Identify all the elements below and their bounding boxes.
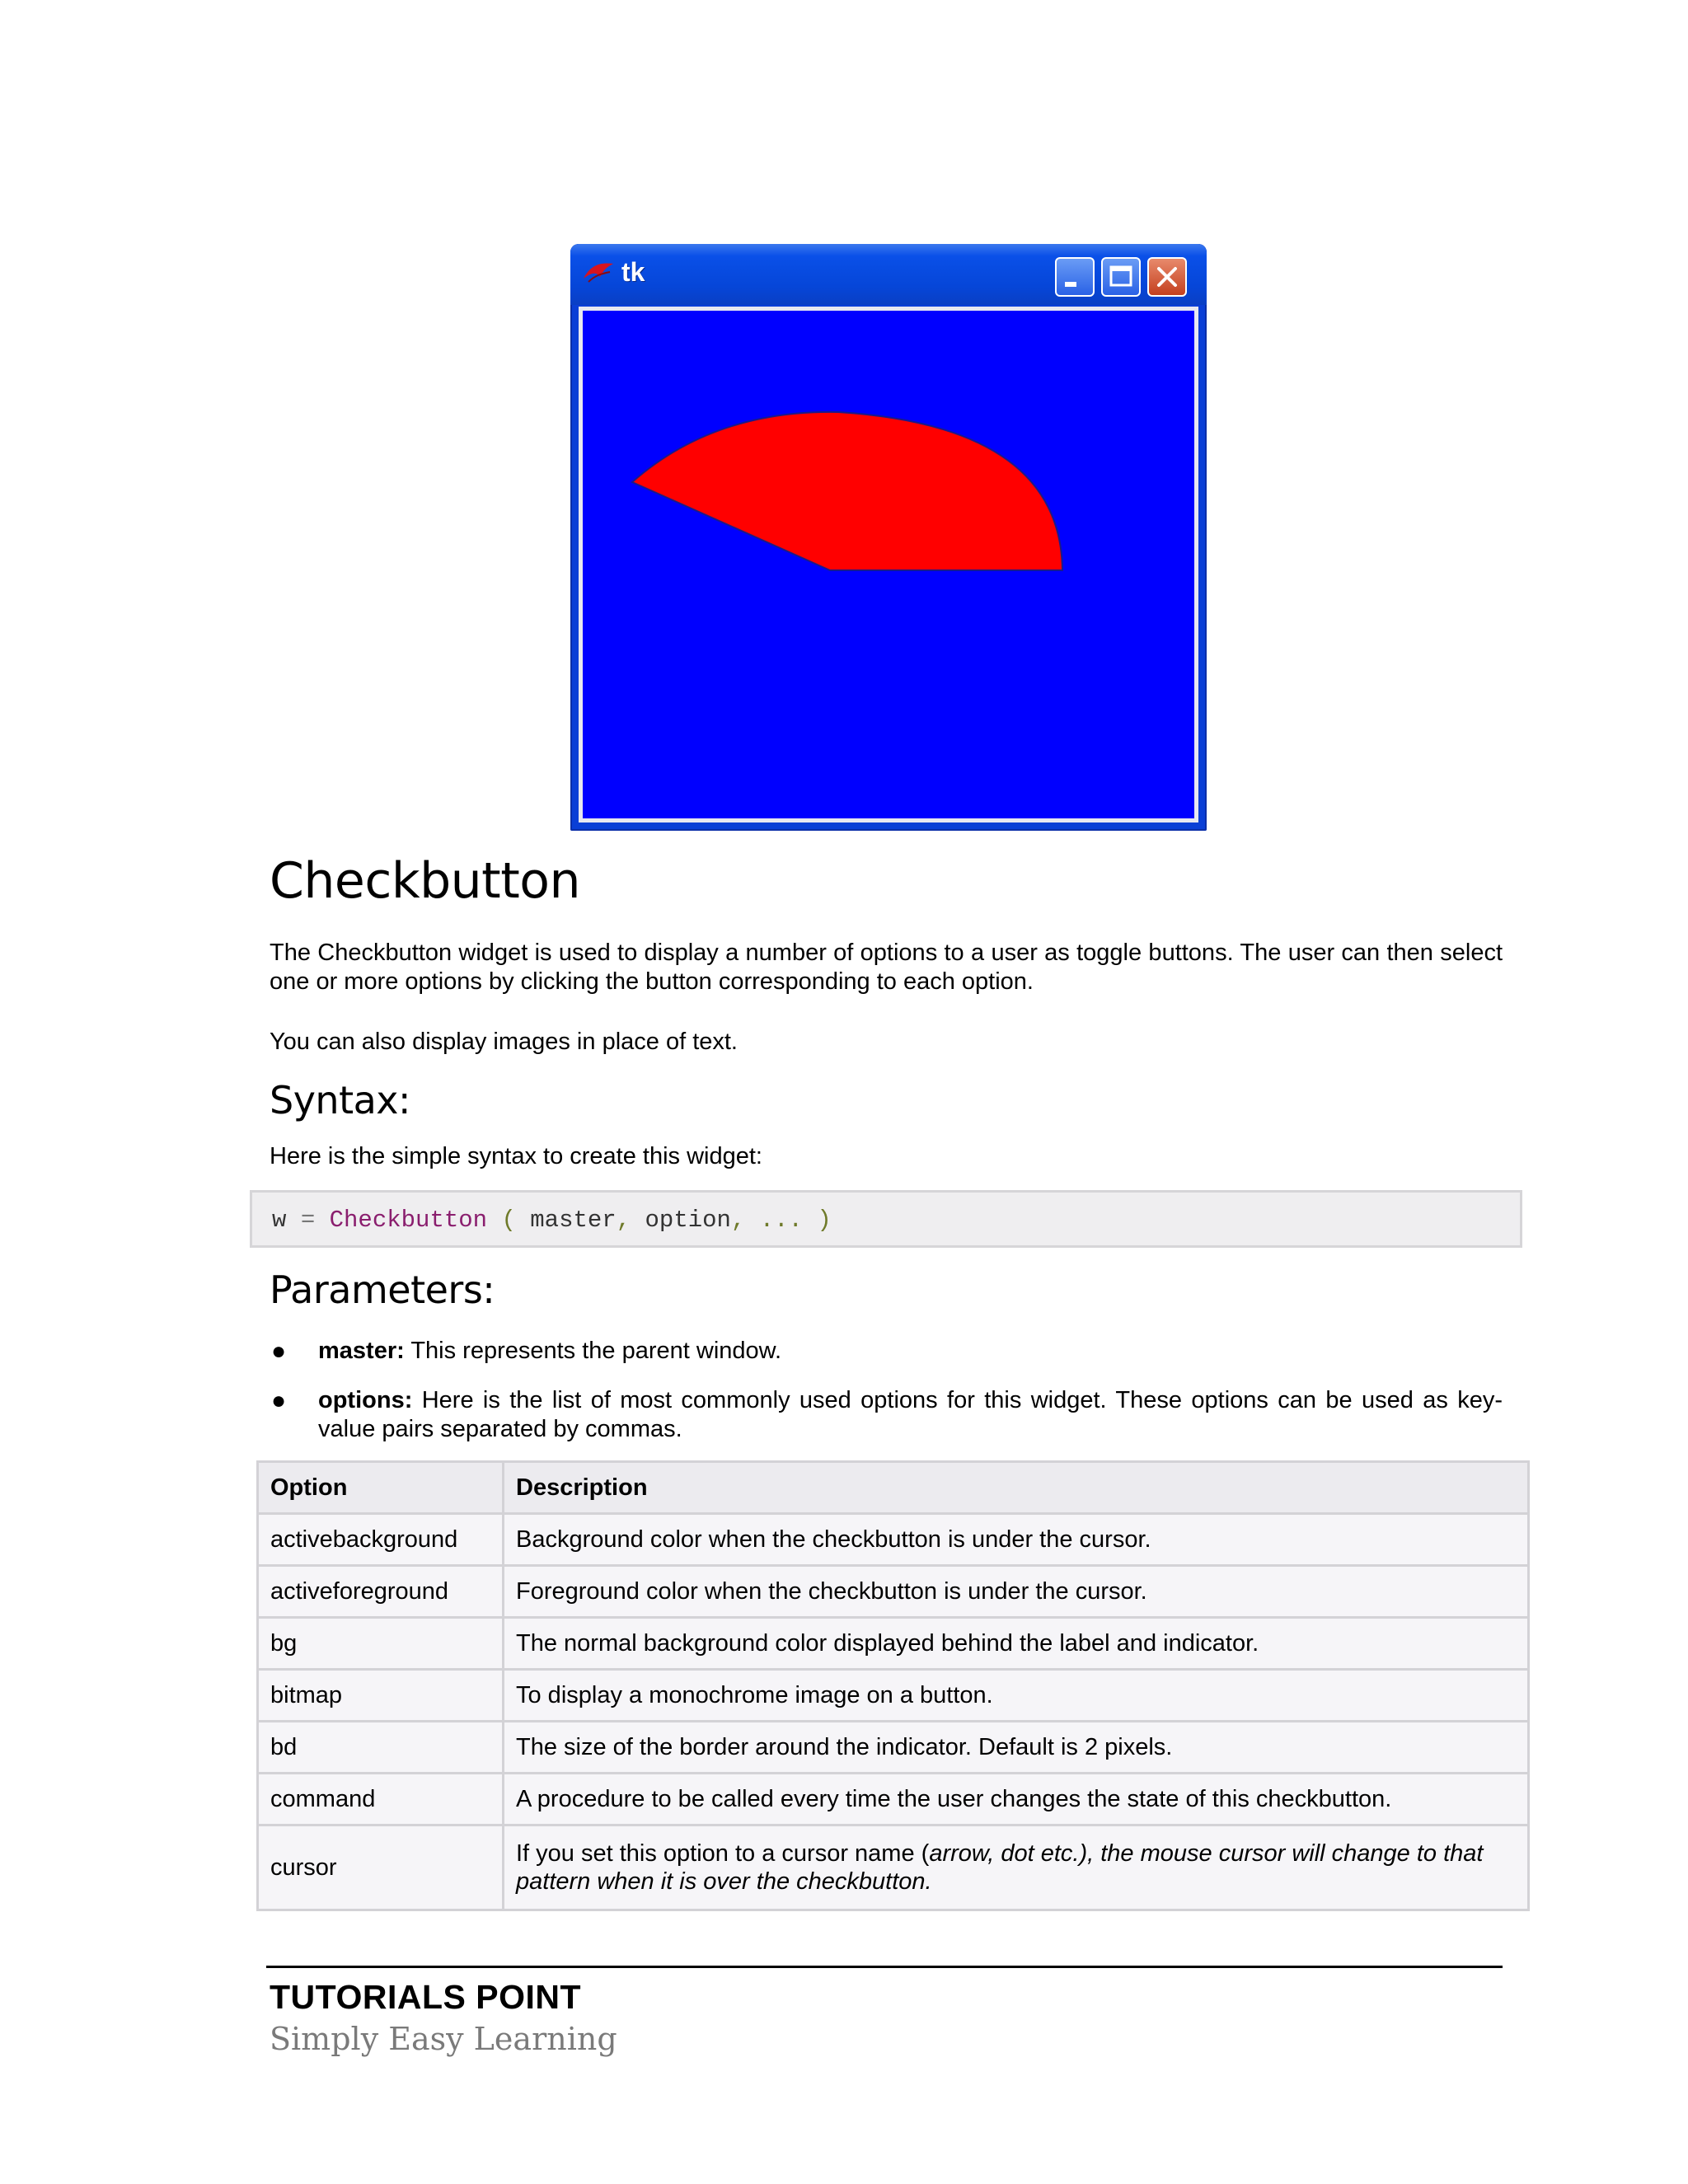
tk-canvas bbox=[583, 311, 1194, 818]
option-description-plain: If you set this option to a cursor name ( bbox=[516, 1840, 930, 1867]
intro-paragraph: The Checkbutton widget is used to display a number of options to a user as toggle buttons. The user can then select one or more options by clicking the button corresponding to each option. bbox=[270, 940, 1503, 995]
option-description bbox=[504, 1825, 1529, 1910]
close-button[interactable] bbox=[1147, 257, 1187, 297]
option-name: activebackground bbox=[258, 1514, 504, 1566]
tk-feather-icon bbox=[582, 260, 615, 285]
option-name: bitmap bbox=[258, 1670, 504, 1722]
table-row bbox=[258, 1825, 1529, 1910]
option-description: To display a monochrome image on a button. bbox=[504, 1670, 1529, 1722]
minimize-icon bbox=[1057, 259, 1093, 295]
param-term: master: bbox=[318, 1338, 405, 1364]
code-class-name: Checkbutton bbox=[329, 1207, 488, 1234]
option-description: A procedure to be called every time the user changes the state of this checkbutton. bbox=[504, 1774, 1529, 1825]
footer-tagline: Simply Easy Learning bbox=[270, 2021, 617, 2057]
option-description: Foreground color when the checkbutton is under the cursor. bbox=[504, 1566, 1529, 1618]
intro-paragraph-2: You can also display images in place of text. bbox=[270, 1029, 738, 1055]
option-name: bd bbox=[258, 1722, 504, 1774]
option-description: Background color when the checkbutton is under the cursor. bbox=[504, 1514, 1529, 1566]
code-block bbox=[250, 1190, 1522, 1248]
option-name: bg bbox=[258, 1618, 504, 1670]
tk-window-screenshot bbox=[570, 244, 1207, 831]
code-line bbox=[272, 1207, 832, 1234]
close-icon bbox=[1149, 259, 1185, 295]
code-comma: , bbox=[730, 1207, 746, 1234]
tk-window-title: tk bbox=[621, 257, 645, 287]
option-description: The size of the border around the indicator. Default is 2 pixels. bbox=[504, 1722, 1529, 1774]
bullet-icon: ● bbox=[271, 1387, 287, 1414]
table-row bbox=[258, 1618, 1529, 1670]
param-text: This represents the parent window. bbox=[404, 1338, 782, 1364]
parameters-heading: Parameters: bbox=[270, 1268, 495, 1312]
code-ellipsis: ... bbox=[759, 1207, 803, 1234]
option-name: activeforeground bbox=[258, 1566, 504, 1618]
option-name: cursor bbox=[258, 1825, 504, 1910]
code-comma: , bbox=[616, 1207, 631, 1234]
tk-titlebar bbox=[570, 244, 1207, 305]
bullet-icon: ● bbox=[271, 1338, 287, 1365]
footer-brand: TUTORIALS POINT bbox=[270, 1978, 582, 2016]
table-row bbox=[258, 1722, 1529, 1774]
footer-divider bbox=[266, 1966, 1503, 1968]
option-description: The normal background color displayed behind the label and indicator. bbox=[504, 1618, 1529, 1670]
tk-canvas-area bbox=[579, 307, 1198, 823]
minimize-button[interactable] bbox=[1055, 257, 1095, 297]
column-header-option: Option bbox=[258, 1462, 504, 1514]
options-table bbox=[256, 1460, 1530, 1911]
code-var: w bbox=[272, 1207, 287, 1234]
list-item bbox=[270, 1386, 1503, 1444]
maximize-button[interactable] bbox=[1101, 257, 1141, 297]
param-text: Here is the list of most commonly used options for this widget. These options can be used as key-value pairs separated by commas. bbox=[318, 1387, 1503, 1442]
option-name: command bbox=[258, 1774, 504, 1825]
syntax-heading: Syntax: bbox=[270, 1078, 411, 1122]
parameters-list bbox=[270, 1337, 1503, 1465]
table-row bbox=[258, 1774, 1529, 1825]
table-row bbox=[258, 1670, 1529, 1722]
code-arg-master: master bbox=[530, 1207, 617, 1234]
syntax-description: Here is the simple syntax to create this widget: bbox=[270, 1143, 762, 1169]
code-paren-close: ) bbox=[817, 1207, 832, 1234]
column-header-description: Description bbox=[504, 1462, 1529, 1514]
table-row bbox=[258, 1514, 1529, 1566]
table-row bbox=[258, 1566, 1529, 1618]
code-operator: = bbox=[300, 1207, 316, 1234]
param-term: options: bbox=[318, 1387, 413, 1413]
page-title: Checkbutton bbox=[270, 852, 580, 910]
list-item bbox=[270, 1337, 1503, 1366]
maximize-icon bbox=[1103, 259, 1139, 295]
option-description-italic: arrow, dot etc.), the mouse cursor will change to that pattern when it is over the checkbutton. bbox=[516, 1840, 1484, 1895]
code-paren-open: ( bbox=[501, 1207, 516, 1234]
table-header-row bbox=[258, 1462, 1529, 1514]
code-arg-option: option bbox=[645, 1207, 731, 1234]
